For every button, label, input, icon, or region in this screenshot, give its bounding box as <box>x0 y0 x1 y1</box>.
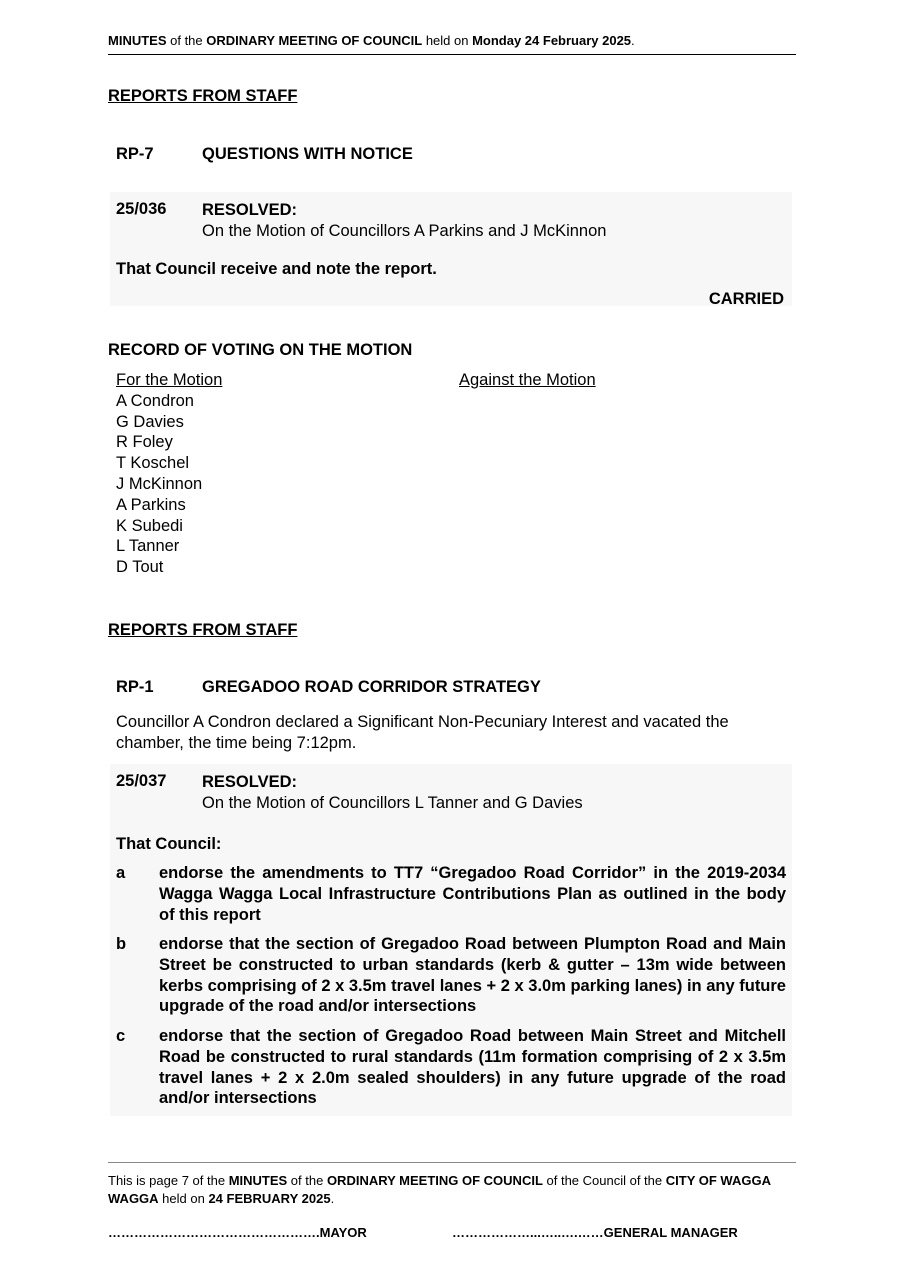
footer-part: This is page 7 of the <box>108 1173 229 1188</box>
resolution-number: 25/037 <box>116 772 167 790</box>
list-letter: b <box>116 935 127 953</box>
page-header <box>108 33 796 55</box>
footer-part: of the Council of the <box>542 1173 666 1188</box>
voting-title: RECORD OF VOTING ON THE MOTION <box>108 341 413 359</box>
footer-text <box>108 1172 798 1208</box>
resolution-header <box>116 200 606 242</box>
councillor-name: J McKinnon <box>116 474 203 493</box>
resolution-header <box>116 772 583 814</box>
list-letter: c <box>116 1027 126 1045</box>
list-text: endorse the amendments to TT7 “Gregadoo Road Corridor” in the 2019-2034 Wagga Wagga Local Infrastructure Contributions Plan as outlined in the body of this report <box>159 864 786 924</box>
resolution-box <box>110 764 792 1116</box>
list-text: endorse that the section of Gregadoo Road between Plumpton Road and Main Street be constructed to urban standards (kerb & gutter – 13m wide between kerbs comprising of 2 x 3.5m travel lanes + 2 x 3.0m parking lanes) in any future upgrade of the road and/or intersections <box>159 935 786 1016</box>
councillor-name: G Davies <box>116 412 184 431</box>
footer-part: held on <box>158 1191 209 1206</box>
councillor-name: L Tanner <box>116 537 180 556</box>
footer-part: CITY OF WAGGA WAGGA <box>108 1173 771 1206</box>
mayor-signature-line: ………………………………………….MAYOR <box>108 1225 367 1240</box>
header-text: of the <box>166 33 207 48</box>
against-label: Against the Motion <box>459 371 596 389</box>
footer-part: of the <box>287 1173 327 1188</box>
header-date: Monday 24 February 2025 <box>472 33 632 48</box>
councillor-name: D Tout <box>116 558 164 577</box>
list-letter: a <box>116 864 126 882</box>
footer-part: MINUTES <box>228 1173 288 1188</box>
footer-divider <box>108 1162 796 1163</box>
resolved-label: RESOLVED: <box>202 201 298 219</box>
resolution-intro: That Council: <box>116 835 222 853</box>
footer-part: ORDINARY MEETING OF COUNCIL <box>326 1173 543 1188</box>
list-text: endorse that the section of Gregadoo Road between Main Street and Mitchell Road be constructed to rural standards (11m formation comprising of 2 x 3.5m travel lanes + 2 x 2.0m sealed shoulders) in any future upgrade of the road and/or intersections <box>159 1027 786 1108</box>
header-minutes: MINUTES <box>108 33 167 48</box>
item-number: RP-1 <box>116 678 154 696</box>
item-title: QUESTIONS WITH NOTICE <box>202 145 413 163</box>
councillor-name: K Subedi <box>116 516 183 535</box>
section-title: REPORTS FROM STAFF <box>108 87 298 105</box>
votes-for <box>116 370 222 578</box>
footer-part: . <box>330 1191 335 1206</box>
declaration-text: Councillor A Condron declared a Significant Non-Pecuniary Interest and vacated the chamber, the time being 7:12pm. <box>116 713 729 752</box>
header-text: held on <box>422 33 473 48</box>
councillor-name: T Koschel <box>116 454 190 473</box>
councillor-name: A Condron <box>116 391 194 410</box>
councillor-name: A Parkins <box>116 495 186 514</box>
councillor-name: R Foley <box>116 433 173 452</box>
item-heading <box>116 678 541 697</box>
footer-part: 24 FEBRUARY 2025 <box>208 1191 331 1206</box>
motion-text: On the Motion of Councillors A Parkins and J McKinnon <box>202 222 607 240</box>
item-number: RP-7 <box>116 145 154 163</box>
outcome-text: CARRIED <box>708 290 784 308</box>
header-meeting: ORDINARY MEETING OF COUNCIL <box>206 33 423 48</box>
section-title: REPORTS FROM STAFF <box>108 621 298 639</box>
item-heading <box>116 145 413 164</box>
item-title: GREGADOO ROAD CORRIDOR STRATEGY <box>202 678 541 696</box>
resolved-label: RESOLVED: <box>202 773 298 791</box>
votes-against <box>459 370 596 391</box>
gm-signature-line: ………………...…..….……GENERAL MANAGER <box>452 1225 738 1240</box>
resolution-text: That Council receive and note the report. <box>116 260 437 278</box>
resolution-number: 25/036 <box>116 200 167 218</box>
for-label: For the Motion <box>116 371 223 389</box>
header-text: . <box>631 33 635 48</box>
motion-text: On the Motion of Councillors L Tanner and G Davies <box>202 794 583 812</box>
resolution-box <box>110 192 792 306</box>
